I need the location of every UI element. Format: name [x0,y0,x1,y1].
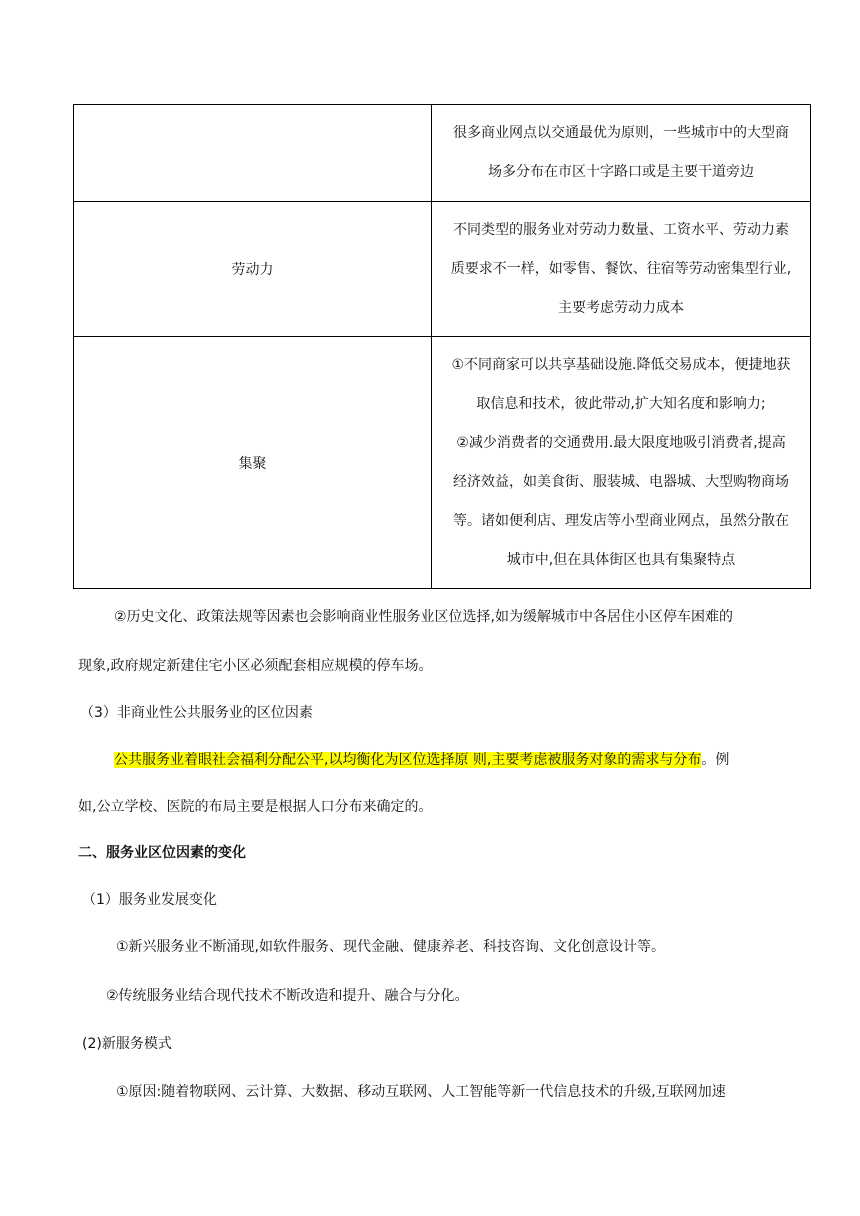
description-cell [432,202,811,337]
subheading-development: （1）服务业发展变化 [82,892,217,908]
paragraph-history-policy: ②历史文化、政策法规等因素也会影响商业性服务业区位选择,如为缓解城市中各居住小区停车困难的 [114,609,733,625]
table-row [74,337,811,589]
description-cell [432,337,811,589]
description-line: 主要考虑劳动力成本 [558,299,684,316]
description-line: 城市中,但在具体街区也具有集聚特点 [506,551,736,568]
description-line: 场多分布在市区十字路口或是主要干道旁边 [488,164,754,180]
paragraph-traditional-services: ②传统服务业结合现代技术不断改造和提升、融合与分化。 [106,988,469,1004]
description-line: 质要求不一样，如零售、餐饮、往宿等劳动密集型行业, [450,260,792,277]
paragraph-text: 。例 [701,752,730,768]
highlighted-text: 公共服务业着眼社会福利分配公平,以均衡化为区位选择原 则,主要考虑被服务对象的需求与分布 [114,752,702,768]
factor-cell: 劳动力 [74,202,432,337]
table-row [74,105,811,202]
description-line: 经济效益，如美食街、服装城、电器城、大型购物商场 [453,473,789,490]
description-line: 等。诸如便利店、理发店等小型商业网点，虽然分散在 [453,512,789,529]
description-line: 很多商业网点以交通最优为原则，一些城市中的大型商 [453,125,789,141]
description-line: ①不同商家可以共享基础设施.降低交易成本，便捷地获 [451,356,791,373]
factor-cell: 集聚 [74,337,432,589]
table-row [74,202,811,337]
paragraph-public-services-cont: 如,公立学校、医院的布局主要是根据人口分布来确定的。 [78,799,433,815]
subheading-public-services: （3）非商业性公共服务业的区位因素 [80,705,313,721]
paragraph-reasons: ①原因:随着物联网、云计算、大数据、移动互联网、人工智能等新一代信息技术的升级,互联网加速 [116,1084,726,1100]
description-line: 取信息和技术，彼此带动,扩大知名度和影响力; [476,395,766,412]
section-heading: 二、服务业区位因素的变化 [78,845,246,861]
paragraph-emerging-services: ①新兴服务业不断涌现,如软件服务、现代金融、健康养老、科技咨询、文化创意设计等。 [116,939,665,955]
subheading-new-models: (2)新服务模式 [82,1036,172,1052]
description-cell [432,105,811,202]
paragraph-history-policy-cont: 现象,政府规定新建住宅小区必须配套相应规模的停车场。 [78,658,433,674]
location-factors-table [73,104,811,589]
description-line: 不同类型的服务业对劳动力数量、工资水平、劳动力素 [453,221,789,238]
paragraph-public-services [114,750,834,770]
description-line: ②减少消费者的交通费用.最大限度地吸引消费者,提高 [456,434,786,451]
factor-cell [74,105,432,202]
